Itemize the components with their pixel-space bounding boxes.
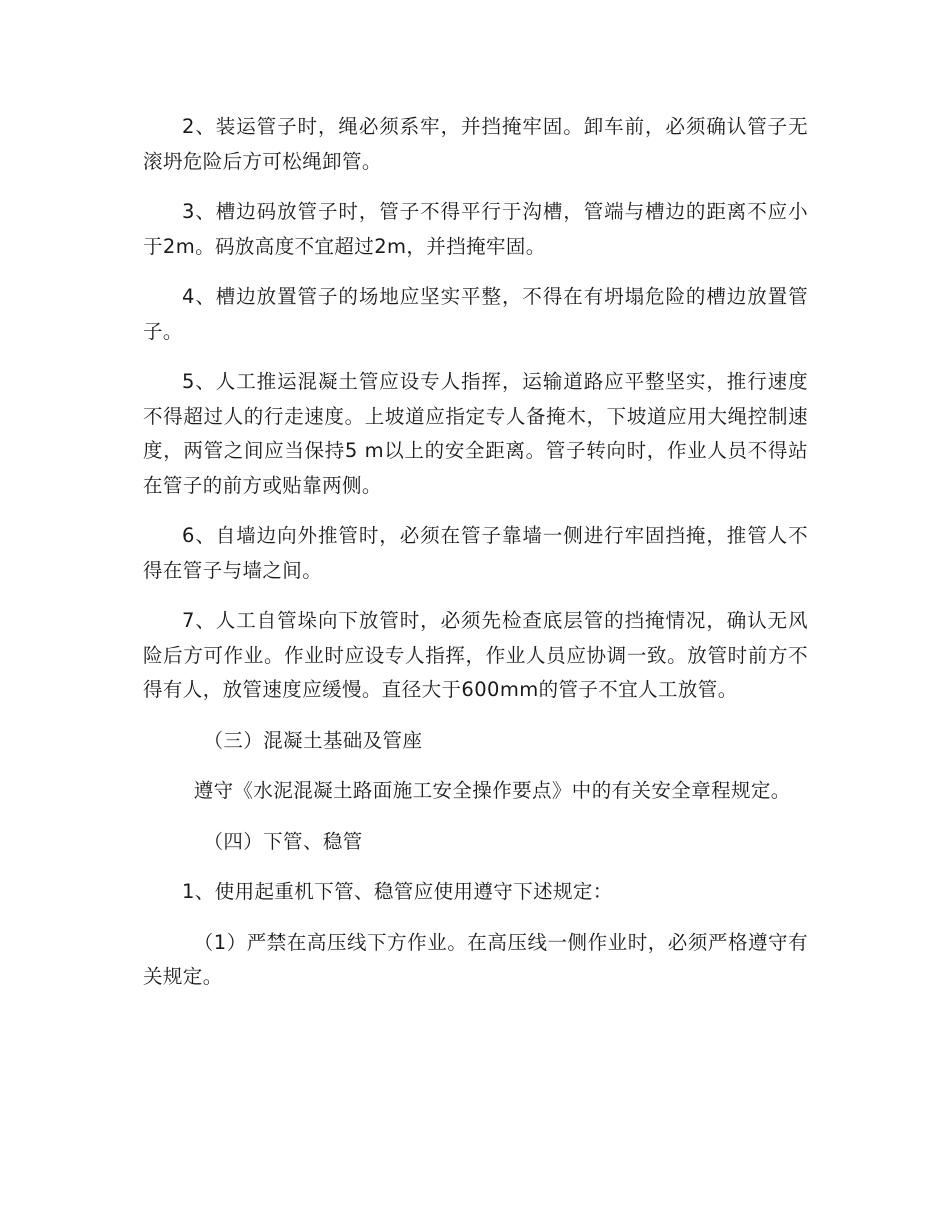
paragraph-pipe-loading: 2、装运管子时，绳必须系牢，并挡掩牢固。卸车前，必须确认管子无滚坍危险后方可松绳卸管。 xyxy=(143,115,808,173)
paragraph-manual-pipe-transport: 5、人工推运混凝土管应设专人指挥，运输道路应平整坚实，推行速度不得超过人的行走速度。上坡道应指定专人备掩木，下坡道应用大绳控制速度，两管之间应当保持5 m以上的安全距离。管子转向时，作业人员不得站在管子的前方或贴靠两侧。 xyxy=(143,370,808,497)
section-heading-lowering-stabilizing: （四）下管、稳管 xyxy=(203,829,363,853)
paragraph-wall-side-pushing: 6、自墙边向外推管时，必须在管子靠墙一侧进行牢固挡掩，推管人不得在管子与墙之间。 xyxy=(143,524,808,582)
paragraph-pipe-stacking-trench-edge: 3、槽边码放管子时，管子不得平行于沟槽，管端与槽边的距离不应小于2m。码放高度不宜超过2m，并挡掩牢固。 xyxy=(143,200,808,258)
document-body xyxy=(143,110,808,1011)
paragraph-high-voltage-rule: （1）严禁在高压线下方作业。在高压线一侧作业时，必须严格遵守有关规定。 xyxy=(143,930,808,988)
paragraph-concrete-rules: 遵守《水泥混凝土路面施工安全操作要点》中的有关安全章程规定。 xyxy=(193,779,791,802)
paragraph-pipe-site-ground: 4、槽边放置管子的场地应坚实平整，不得在有坍塌危险的槽边放置管子。 xyxy=(143,285,808,343)
section-heading-concrete-foundation: （三）混凝土基础及管座 xyxy=(203,728,423,752)
paragraph-crane-rules: 1、使用起重机下管、稳管应使用遵守下述规定： xyxy=(182,880,613,903)
paragraph-manual-pipe-lowering: 7、人工自管垛向下放管时，必须先检查底层管的挡掩情况，确认无风险后方可作业。作业时应设专人指挥，作业人员应协调一致。放管时前方不得有人，放管速度应缓慢。直径大于600mm的管子不宜人工放管。 xyxy=(143,609,808,701)
